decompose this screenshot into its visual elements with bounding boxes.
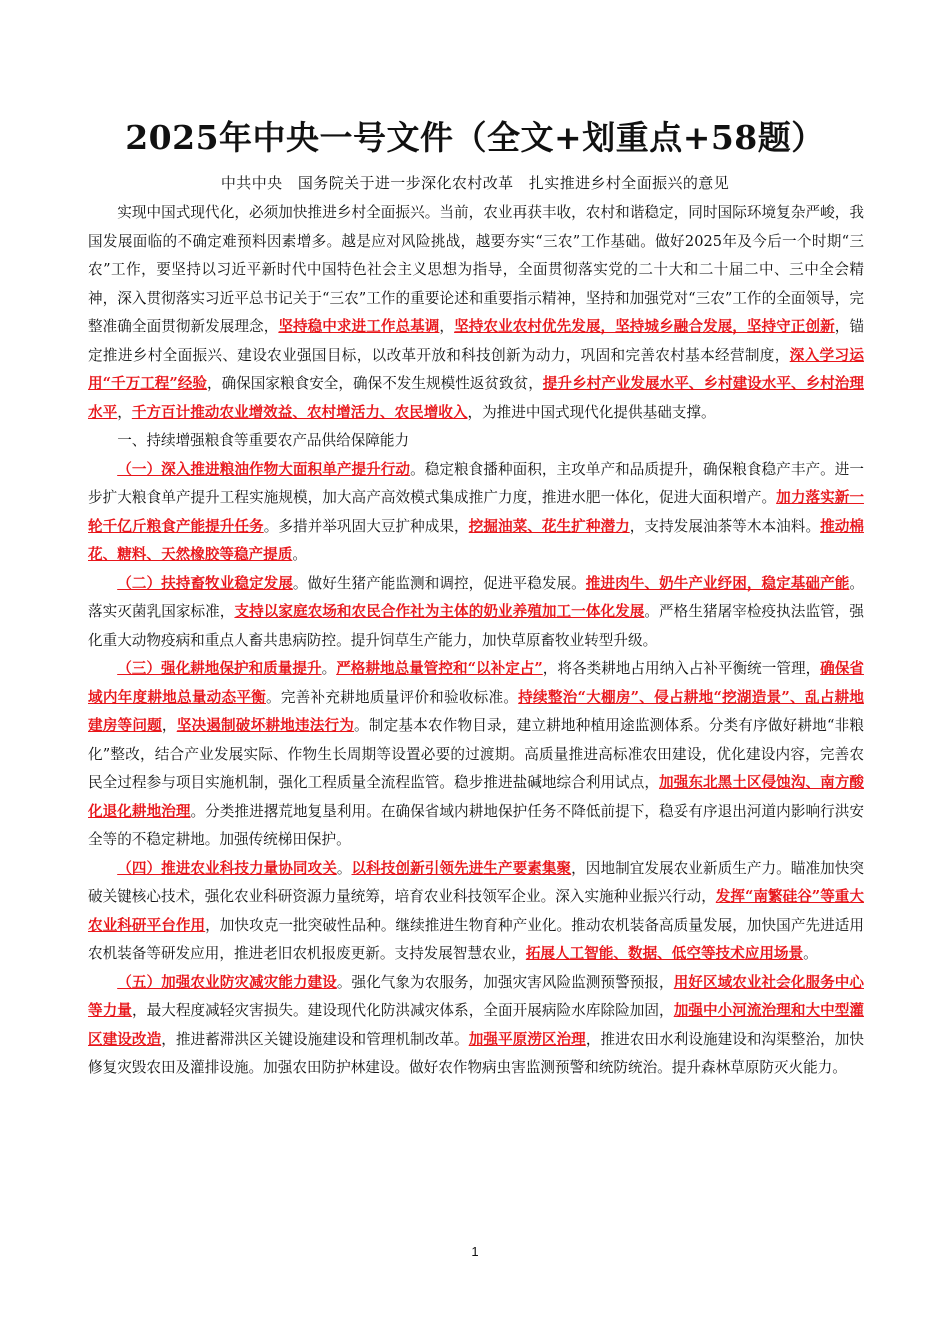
text-run: ，为推进中国式现代化提供基础支撑。: [467, 403, 716, 421]
text-run: ，支持发展油茶等木本油料。: [629, 517, 821, 535]
text-run: 。: [336, 859, 352, 877]
document-body: [88, 199, 864, 1083]
text-run: ，加快攻克一批突破性品种。继续推进生物育种产业化。推动农机装备高质量发展，加快国产先进适用农机装备等研发应用，推进老旧农机报废更新。支持发展智慧农业，: [88, 916, 864, 962]
highlighted-phrase: 严格耕地总量管控和“以补定占”: [336, 660, 543, 677]
highlighted-phrase: 加强东北黑土区侵蚀沟、南方酸化退化耕地治理: [88, 774, 864, 820]
text-run: 。强化气象为农服务，加强灾害风险监测预警预报，: [336, 973, 674, 991]
highlighted-phrase: 加强平原涝区治理: [468, 1030, 586, 1048]
highlighted-phrase: 发挥“南繁硅谷”等重大农业科研平台作用: [88, 888, 864, 934]
highlighted-phrase: 确保省域内年度耕地总量动态平衡: [88, 660, 864, 706]
highlighted-phrase: 推进肉牛、奶牛产业纾困，稳定基础产能: [585, 574, 850, 592]
text-run: 。分类推进撂荒地复垦利用。在确保省域内耕地保护任务不降低前提下，稳妥有序退出河道内影响行洪安全等的不稳定耕地。加强传统梯田保护。: [88, 802, 864, 848]
highlighted-phrase: 坚持农业农村优先发展，坚持城乡融合发展，坚持守正创新: [454, 318, 835, 335]
highlighted-phrase: （四）推进农业科技力量协同攻关: [117, 859, 337, 877]
text-run: ，: [439, 318, 455, 335]
text-run: ，锚定推进乡村全面振兴、建设农业强国目标，以改革开放和科技创新为动力，巩固和完善农村基本经营制度，: [88, 318, 864, 364]
document-subtitle: 中共中央 国务院关于进一步深化农村改革 扎实推进乡村全面振兴的意见: [220, 174, 730, 192]
text-run: ，推进农田水利设施建设和沟渠整治，加快修复灾毁农田及灌排设施。加强农田防护林建设。做好农作物病虫害监测预警和统防统治。提升森林草原防灭火能力。: [88, 1030, 864, 1076]
highlighted-phrase: 用好区域农业社会化服务中心等力量: [88, 973, 864, 1019]
highlighted-phrase: 深入学习运用“千万工程”经验: [88, 346, 864, 392]
text-run: ，推进蓄滞洪区关键设施建设和管理机制改革。: [161, 1030, 469, 1048]
highlighted-phrase: 支持以家庭农场和农民合作社为主体的奶业养殖加工一体化发展: [234, 603, 645, 620]
highlighted-phrase: 坚持稳中求进工作总基调: [278, 318, 440, 335]
text-run: 。多措并举巩固大豆扩种成果，: [263, 517, 469, 535]
highlighted-phrase: （五）加强农业防灾减灾能力建设: [117, 973, 337, 991]
text-run: 。: [321, 660, 337, 677]
text-run: ，: [161, 717, 177, 734]
paragraph-item-4: [88, 855, 864, 969]
highlighted-phrase: 加强中小河流治理和大中型灌区建设改造: [88, 1002, 864, 1048]
text-run: ，: [117, 403, 132, 421]
text-run: 。做好生猪产能监测和调控，促进平稳发展。: [292, 574, 586, 592]
highlighted-phrase: 加力落实新一轮千亿斤粮食产能提升任务: [88, 489, 864, 535]
document-title: 2025年中央一号文件（全文+划重点+58题）: [125, 118, 825, 157]
highlighted-phrase: （一）深入推进粮油作物大面积单产提升行动: [117, 460, 411, 478]
section-heading-1: [88, 427, 864, 456]
text-run: 。稳定粮食播种面积，主攻单产和品质提升，确保粮食稳产丰产。进一步扩大粮食单产提升工程实施规模，加大高产高效模式集成推广力度，推进水肥一体化，促进大面积增产。: [88, 460, 864, 506]
paragraph-item-3: [88, 655, 864, 855]
text-run: 一、持续增强粮食等重要农产品供给保障能力: [117, 432, 410, 449]
highlighted-phrase: 坚决遏制破坏耕地违法行为: [176, 717, 355, 734]
highlighted-phrase: 挖掘油菜、花生扩种潜力: [468, 517, 630, 535]
paragraph-item-5: [88, 969, 864, 1083]
highlighted-phrase: 千方百计推动农业增效益、农村增活力、农民增收入: [131, 403, 468, 421]
highlighted-phrase: 提升乡村产业发展水平、乡村建设水平、乡村治理水平: [88, 375, 864, 421]
highlighted-phrase: 拓展人工智能、数据、低空等技术应用场景: [525, 945, 804, 962]
paragraph-item-2: [88, 570, 864, 656]
highlighted-phrase: （二）扶持畜牧业稳定发展: [117, 574, 293, 592]
paragraph-item-1: [88, 456, 864, 570]
text-run: 。严格生猪屠宰检疫执法监管，强化重大动物疫病和重点人畜共患病防控。提升饲草生产能力，加快草原畜牧业转型升级。: [88, 603, 864, 649]
highlighted-phrase: 以科技创新引领先进生产要素集聚: [351, 859, 572, 877]
text-run: ，最大程度减轻灾害损失。建设现代化防洪减灾体系，全面开展病险水库除险加固，: [131, 1002, 674, 1019]
highlighted-phrase: （三）强化耕地保护和质量提升: [117, 660, 322, 677]
text-run: 。制定基本农作物目录，建立耕地种植用途监测体系。分类有序做好耕地“非粮化”整改，结合产业发展实际、作物生长周期等设置必要的过渡期。高质量推进高标准农田建设，优化建设内容，完善农民全过程参与项目实施机制，强化工程质量全流程监管。稳步推进盐碱地综合利用试点，: [88, 717, 864, 791]
page-number: 1: [471, 1244, 479, 1259]
paragraph-intro: [88, 199, 864, 427]
text-run: 。完善补充耕地质量评价和验收标准。: [266, 688, 519, 706]
text-run: 实现中国式现代化，必须加快推进乡村全面振兴。当前，农业再获丰收，农村和谐稳定，同时国际环境复杂严峻，我国发展面临的不确定难预料因素增多。越是应对风险挑战，越要夯实“三农”工作基础。做好2025年及今后一个时期“三农”工作，要坚持以习近平新时代中国特色社会主义思想为指导，全面贯彻落实党的二十大和二十届二中、三中全会精神，深入贯彻落实习近平总书记关于“三农”工作的重要论述和重要指示精神，坚持和加强党对“三农”工作的全面领导，完整准确全面贯彻新发展理念，: [88, 204, 864, 335]
highlighted-phrase: 推动棉花、糖料、天然橡胶等稳产提质: [88, 517, 864, 563]
highlighted-phrase: 持续整治“大棚房”、侵占耕地“挖湖造景”、乱占耕地建房等问题: [88, 688, 864, 734]
text-run: 。: [803, 945, 818, 962]
text-run: ，将各类耕地占用纳入占补平衡统一管理，: [542, 660, 821, 677]
text-run: 。: [292, 546, 307, 563]
text-run: ，因地制宜发展农业新质生产力。瞄准加快突破关键核心技术，强化农业科研资源力量统筹，培育农业科技领军企业。深入实施种业振兴行动，: [88, 859, 864, 905]
text-run: 。落实灭菌乳国家标准，: [88, 574, 864, 620]
text-run: ，确保国家粮食安全，确保不发生规模性返贫致贫，: [207, 375, 543, 392]
